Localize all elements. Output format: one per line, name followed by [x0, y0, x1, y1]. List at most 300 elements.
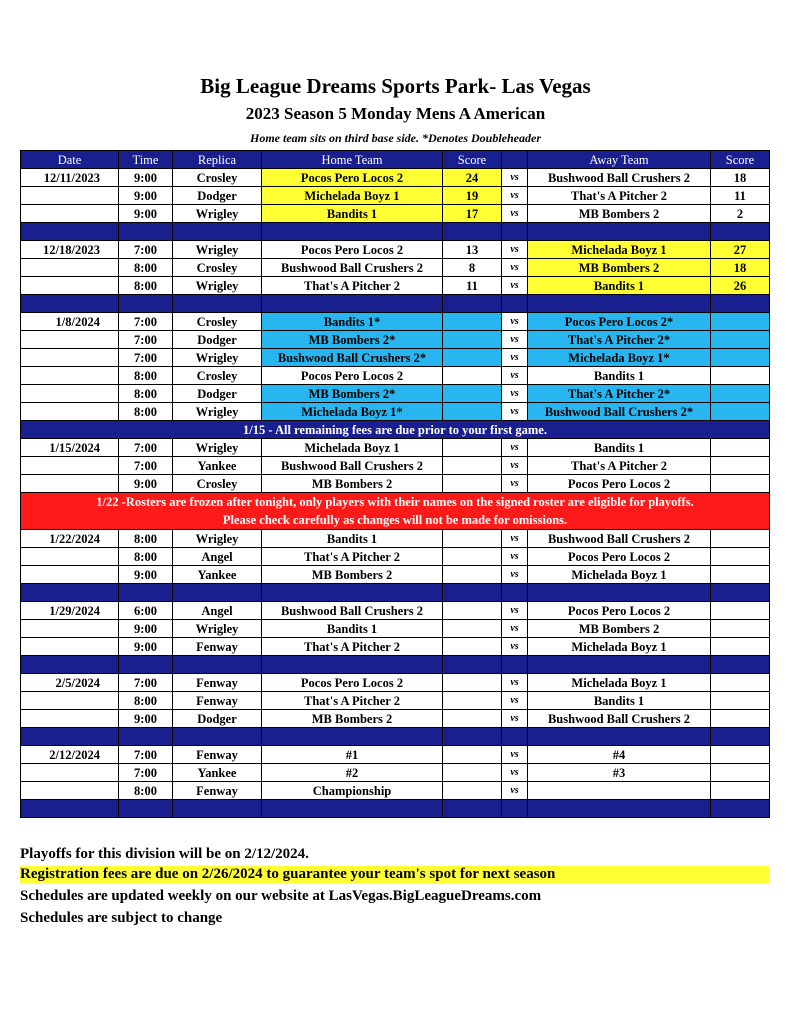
game-row: [21, 475, 770, 493]
game-time: 7:00: [119, 674, 173, 692]
separator-cell: [21, 728, 119, 746]
vs-label: vs: [502, 241, 528, 259]
game-row: [21, 259, 770, 277]
page-title: Big League Dreams Sports Park- Las Vegas: [200, 74, 591, 98]
separator-cell: [711, 584, 770, 602]
vs-label: vs: [502, 331, 528, 349]
game-row: [21, 620, 770, 638]
separator-cell: [119, 584, 173, 602]
separator-cell: [443, 223, 502, 241]
home-team: Championship: [262, 782, 443, 800]
home-score: 24: [443, 169, 502, 187]
separator-cell: [119, 800, 173, 818]
game-date: [21, 277, 119, 295]
home-team: MB Bombers 2*: [262, 385, 443, 403]
separator-cell: [21, 656, 119, 674]
separator-cell: [528, 295, 711, 313]
column-header: Replica: [173, 151, 262, 169]
game-row: [21, 349, 770, 367]
vs-label: vs: [502, 205, 528, 223]
playoffs-note: Playoffs for this division will be on 2/12/2024.: [20, 846, 309, 862]
separator-cell: [262, 800, 443, 818]
separator-cell: [173, 584, 262, 602]
game-time: 9:00: [119, 566, 173, 584]
game-time: 8:00: [119, 385, 173, 403]
game-field: Wrigley: [173, 403, 262, 421]
home-score: [443, 313, 502, 331]
game-time: 6:00: [119, 602, 173, 620]
game-date: [21, 331, 119, 349]
away-team: Michelada Boyz 1: [528, 674, 711, 692]
vs-label: vs: [502, 674, 528, 692]
away-score: [711, 602, 770, 620]
separator-cell: [262, 656, 443, 674]
home-team: That's A Pitcher 2: [262, 638, 443, 656]
home-team: Bushwood Ball Crushers 2*: [262, 349, 443, 367]
game-time: 9:00: [119, 638, 173, 656]
game-date: 2/12/2024: [21, 746, 119, 764]
game-time: 8:00: [119, 259, 173, 277]
game-date: [21, 403, 119, 421]
vs-label: vs: [502, 548, 528, 566]
game-field: Wrigley: [173, 205, 262, 223]
game-date: [21, 205, 119, 223]
away-score: [711, 530, 770, 548]
game-time: 9:00: [119, 169, 173, 187]
separator-cell: [21, 223, 119, 241]
game-row: [21, 692, 770, 710]
roster-notice: [21, 493, 770, 530]
separator-cell: [21, 800, 119, 818]
game-field: Yankee: [173, 457, 262, 475]
away-score: [711, 746, 770, 764]
vs-label: vs: [502, 692, 528, 710]
home-score: [443, 530, 502, 548]
away-score: [711, 782, 770, 800]
home-score: 8: [443, 259, 502, 277]
home-team: Bushwood Ball Crushers 2: [262, 457, 443, 475]
separator-cell: [528, 800, 711, 818]
separator-cell: [262, 728, 443, 746]
vs-label: vs: [502, 530, 528, 548]
away-score: [711, 710, 770, 728]
game-row: [21, 205, 770, 223]
away-score: 2: [711, 205, 770, 223]
game-date: [21, 638, 119, 656]
game-time: 7:00: [119, 746, 173, 764]
separator-row: [21, 656, 770, 674]
separator-cell: [119, 728, 173, 746]
vs-label: vs: [502, 277, 528, 295]
away-team: Michelada Boyz 1: [528, 638, 711, 656]
vs-label: vs: [502, 349, 528, 367]
separator-cell: [502, 800, 528, 818]
home-score: [443, 439, 502, 457]
separator-row: [21, 728, 770, 746]
separator-cell: [443, 728, 502, 746]
game-field: Angel: [173, 548, 262, 566]
roster-notice-line: Please check carefully as changes will not be made for omissions.: [222, 513, 568, 527]
game-date: [21, 782, 119, 800]
game-date: 1/29/2024: [21, 602, 119, 620]
game-field: Crosley: [173, 313, 262, 331]
separator-cell: [502, 223, 528, 241]
game-field: Dodger: [173, 385, 262, 403]
away-score: 18: [711, 169, 770, 187]
schedule-table: [20, 150, 770, 818]
game-date: 12/18/2023: [21, 241, 119, 259]
column-header: Away Team: [528, 151, 711, 169]
away-team: MB Bombers 2: [528, 259, 711, 277]
game-row: [21, 782, 770, 800]
game-field: Crosley: [173, 169, 262, 187]
game-time: 7:00: [119, 439, 173, 457]
separator-row: [21, 223, 770, 241]
game-time: 7:00: [119, 313, 173, 331]
separator-cell: [173, 728, 262, 746]
vs-label: vs: [502, 259, 528, 277]
game-field: Yankee: [173, 566, 262, 584]
vs-label: vs: [502, 403, 528, 421]
separator-cell: [711, 728, 770, 746]
away-team: Pocos Pero Locos 2: [528, 602, 711, 620]
game-time: 7:00: [119, 349, 173, 367]
home-score: [443, 638, 502, 656]
away-team: That's A Pitcher 2*: [528, 331, 711, 349]
game-date: [21, 385, 119, 403]
game-field: Dodger: [173, 187, 262, 205]
roster-notice-row: [21, 493, 770, 530]
game-field: Dodger: [173, 331, 262, 349]
separator-cell: [173, 223, 262, 241]
home-team: Michelada Boyz 1*: [262, 403, 443, 421]
separator-cell: [119, 223, 173, 241]
separator-cell: [443, 800, 502, 818]
away-team: Bushwood Ball Crushers 2: [528, 169, 711, 187]
vs-label: vs: [502, 169, 528, 187]
vs-label: vs: [502, 385, 528, 403]
game-date: 12/11/2023: [21, 169, 119, 187]
game-time: 9:00: [119, 187, 173, 205]
away-team: Bandits 1: [528, 277, 711, 295]
home-score: [443, 403, 502, 421]
home-team: That's A Pitcher 2: [262, 548, 443, 566]
game-date: [21, 764, 119, 782]
away-team: Pocos Pero Locos 2: [528, 548, 711, 566]
away-score: [711, 457, 770, 475]
away-team: Michelada Boyz 1: [528, 566, 711, 584]
home-score: [443, 710, 502, 728]
game-field: Yankee: [173, 764, 262, 782]
home-score: [443, 566, 502, 584]
game-time: 8:00: [119, 403, 173, 421]
column-header: Score: [443, 151, 502, 169]
home-score: [443, 331, 502, 349]
game-field: Wrigley: [173, 530, 262, 548]
separator-cell: [528, 656, 711, 674]
away-score: [711, 764, 770, 782]
home-team: MB Bombers 2: [262, 475, 443, 493]
home-team: #2: [262, 764, 443, 782]
game-date: [21, 259, 119, 277]
separator-cell: [711, 295, 770, 313]
fees-notice-row: [21, 421, 770, 439]
game-field: Dodger: [173, 710, 262, 728]
away-team: That's A Pitcher 2: [528, 457, 711, 475]
away-score: [711, 620, 770, 638]
game-time: 8:00: [119, 692, 173, 710]
game-date: [21, 475, 119, 493]
game-time: 9:00: [119, 710, 173, 728]
away-team: Michelada Boyz 1*: [528, 349, 711, 367]
away-score: [711, 475, 770, 493]
game-row: [21, 403, 770, 421]
home-team: Bushwood Ball Crushers 2: [262, 602, 443, 620]
column-header: [502, 151, 528, 169]
registration-note: Registration fees are due on 2/26/2024 to guarantee your team's spot for next season: [20, 866, 769, 883]
game-field: Wrigley: [173, 349, 262, 367]
game-field: Fenway: [173, 674, 262, 692]
home-team: #1: [262, 746, 443, 764]
game-field: Crosley: [173, 367, 262, 385]
game-time: 9:00: [119, 620, 173, 638]
separator-row: [21, 295, 770, 313]
away-team: That's A Pitcher 2: [528, 187, 711, 205]
away-score: [711, 674, 770, 692]
game-time: 8:00: [119, 367, 173, 385]
home-team: Pocos Pero Locos 2: [262, 674, 443, 692]
column-header: Date: [21, 151, 119, 169]
home-team: Michelada Boyz 1: [262, 187, 443, 205]
game-row: [21, 385, 770, 403]
away-score: [711, 349, 770, 367]
game-row: [21, 746, 770, 764]
separator-cell: [173, 295, 262, 313]
fees-notice: 1/15 - All remaining fees are due prior to your first game.: [21, 421, 770, 439]
home-team: MB Bombers 2*: [262, 331, 443, 349]
away-score: [711, 692, 770, 710]
game-row: [21, 439, 770, 457]
game-row: [21, 602, 770, 620]
home-team: Pocos Pero Locos 2: [262, 367, 443, 385]
vs-label: vs: [502, 457, 528, 475]
game-time: 7:00: [119, 457, 173, 475]
away-score: 18: [711, 259, 770, 277]
game-row: [21, 457, 770, 475]
game-time: 7:00: [119, 331, 173, 349]
separator-cell: [173, 800, 262, 818]
home-team: Bushwood Ball Crushers 2: [262, 259, 443, 277]
game-field: Crosley: [173, 475, 262, 493]
home-score: [443, 475, 502, 493]
game-time: 9:00: [119, 205, 173, 223]
game-row: [21, 548, 770, 566]
separator-cell: [262, 223, 443, 241]
column-header: Time: [119, 151, 173, 169]
home-team: Bandits 1: [262, 620, 443, 638]
game-date: 1/8/2024: [21, 313, 119, 331]
separator-cell: [443, 584, 502, 602]
vs-label: vs: [502, 782, 528, 800]
game-date: [21, 548, 119, 566]
game-row: [21, 169, 770, 187]
away-score: [711, 385, 770, 403]
away-team: Bandits 1: [528, 367, 711, 385]
away-score: [711, 367, 770, 385]
home-team: Bandits 1: [262, 530, 443, 548]
vs-label: vs: [502, 602, 528, 620]
away-team: #4: [528, 746, 711, 764]
away-team: Pocos Pero Locos 2: [528, 475, 711, 493]
game-row: [21, 367, 770, 385]
home-score: [443, 385, 502, 403]
separator-row: [21, 584, 770, 602]
game-field: Angel: [173, 602, 262, 620]
separator-cell: [21, 584, 119, 602]
home-score: [443, 620, 502, 638]
separator-cell: [502, 584, 528, 602]
game-date: [21, 187, 119, 205]
game-time: 7:00: [119, 241, 173, 259]
game-row: [21, 764, 770, 782]
separator-cell: [502, 295, 528, 313]
away-score: [711, 403, 770, 421]
game-row: [21, 530, 770, 548]
away-score: [711, 439, 770, 457]
home-team: Pocos Pero Locos 2: [262, 169, 443, 187]
home-team: MB Bombers 2: [262, 566, 443, 584]
game-row: [21, 638, 770, 656]
away-team: Bushwood Ball Crushers 2: [528, 710, 711, 728]
away-team: Michelada Boyz 1: [528, 241, 711, 259]
home-score: [443, 692, 502, 710]
game-field: Crosley: [173, 259, 262, 277]
home-score: [443, 746, 502, 764]
roster-notice-line: 1/22 -Rosters are frozen after tonight, only players with their names on the signed roster are eligible for playoffs.: [96, 495, 694, 509]
game-date: 1/22/2024: [21, 530, 119, 548]
home-score: [443, 457, 502, 475]
game-field: Wrigley: [173, 277, 262, 295]
game-time: 8:00: [119, 782, 173, 800]
separator-cell: [711, 223, 770, 241]
separator-cell: [119, 295, 173, 313]
separator-cell: [711, 800, 770, 818]
vs-label: vs: [502, 367, 528, 385]
home-team: Michelada Boyz 1: [262, 439, 443, 457]
away-score: [711, 331, 770, 349]
home-score: [443, 782, 502, 800]
game-date: [21, 349, 119, 367]
page-subtitle: 2023 Season 5 Monday Mens A American: [245, 104, 546, 123]
game-date: [21, 367, 119, 385]
home-score: [443, 349, 502, 367]
game-field: Wrigley: [173, 439, 262, 457]
separator-cell: [502, 656, 528, 674]
vs-label: vs: [502, 620, 528, 638]
home-team: Pocos Pero Locos 2: [262, 241, 443, 259]
game-field: Fenway: [173, 746, 262, 764]
table-header-row: [21, 151, 770, 169]
column-header: Score: [711, 151, 770, 169]
home-score: [443, 548, 502, 566]
away-score: 27: [711, 241, 770, 259]
home-team: That's A Pitcher 2: [262, 692, 443, 710]
away-team: That's A Pitcher 2*: [528, 385, 711, 403]
game-time: 8:00: [119, 530, 173, 548]
game-row: [21, 241, 770, 259]
away-score: 11: [711, 187, 770, 205]
separator-cell: [173, 656, 262, 674]
game-date: [21, 620, 119, 638]
home-team: That's A Pitcher 2: [262, 277, 443, 295]
away-team: Pocos Pero Locos 2*: [528, 313, 711, 331]
away-team: #3: [528, 764, 711, 782]
subject-note: Schedules are subject to change: [20, 910, 223, 926]
schedule-note: Home team sits on third base side. *Denotes Doubleheader: [250, 131, 541, 145]
game-row: [21, 313, 770, 331]
away-team: Bushwood Ball Crushers 2*: [528, 403, 711, 421]
away-team: MB Bombers 2: [528, 205, 711, 223]
game-field: Fenway: [173, 782, 262, 800]
game-time: 7:00: [119, 764, 173, 782]
vs-label: vs: [502, 566, 528, 584]
game-date: [21, 710, 119, 728]
separator-cell: [711, 656, 770, 674]
separator-cell: [528, 584, 711, 602]
vs-label: vs: [502, 475, 528, 493]
separator-cell: [528, 223, 711, 241]
column-header: Home Team: [262, 151, 443, 169]
home-score: 19: [443, 187, 502, 205]
game-row: [21, 566, 770, 584]
away-score: 26: [711, 277, 770, 295]
vs-label: vs: [502, 764, 528, 782]
away-score: [711, 638, 770, 656]
home-score: [443, 602, 502, 620]
separator-cell: [528, 728, 711, 746]
separator-row: [21, 800, 770, 818]
vs-label: vs: [502, 439, 528, 457]
home-score: [443, 367, 502, 385]
vs-label: vs: [502, 187, 528, 205]
separator-cell: [119, 656, 173, 674]
home-score: 13: [443, 241, 502, 259]
separator-cell: [262, 295, 443, 313]
away-score: [711, 313, 770, 331]
game-field: Wrigley: [173, 241, 262, 259]
away-team: Bandits 1: [528, 692, 711, 710]
game-date: [21, 566, 119, 584]
away-team: Bushwood Ball Crushers 2: [528, 530, 711, 548]
home-score: 17: [443, 205, 502, 223]
game-row: [21, 277, 770, 295]
vs-label: vs: [502, 746, 528, 764]
away-team: [528, 782, 711, 800]
away-team: Bandits 1: [528, 439, 711, 457]
game-date: [21, 692, 119, 710]
home-score: 11: [443, 277, 502, 295]
vs-label: vs: [502, 313, 528, 331]
home-team: Bandits 1*: [262, 313, 443, 331]
game-field: Wrigley: [173, 620, 262, 638]
away-score: [711, 548, 770, 566]
vs-label: vs: [502, 710, 528, 728]
home-score: [443, 674, 502, 692]
separator-cell: [21, 295, 119, 313]
home-team: MB Bombers 2: [262, 710, 443, 728]
away-score: [711, 566, 770, 584]
separator-cell: [262, 584, 443, 602]
